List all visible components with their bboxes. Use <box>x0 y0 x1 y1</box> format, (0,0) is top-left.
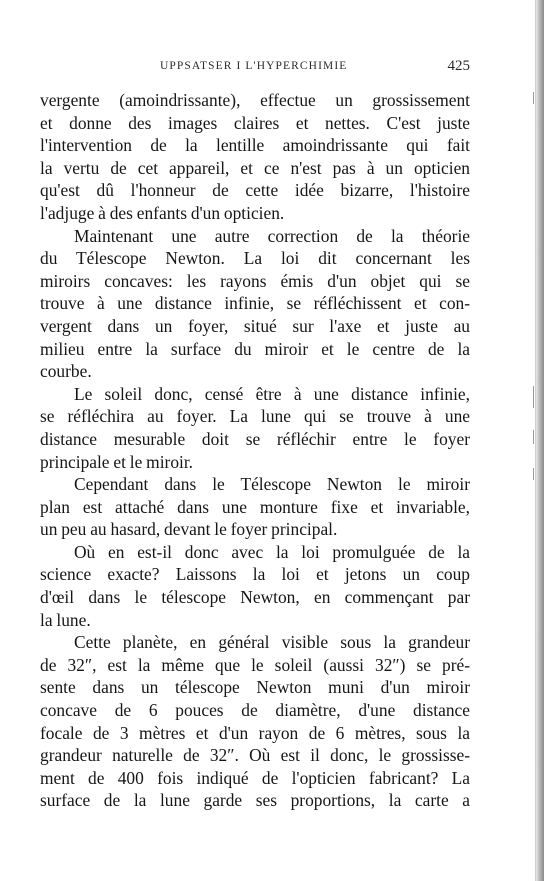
margin-mark <box>533 430 534 444</box>
text-line: courbe. <box>40 361 92 382</box>
text-line: vergent dans un foyer, situé sur l'axe et juste au <box>40 315 470 336</box>
page-number: 425 <box>447 58 470 74</box>
text-line: surface de la lune garde ses proportions, la carte a <box>40 790 470 811</box>
text-line: Où en est-il donc avec la loi promulguée de la <box>74 541 470 562</box>
running-header <box>40 58 470 78</box>
text-line: distance mesurable doit se réfléchir entre le foyer <box>40 428 470 449</box>
page-edge-line <box>535 0 536 881</box>
text-line: de 32″, est la même que le soleil (aussi 32″) se pré- <box>40 654 470 675</box>
text-line: Maintenant une autre correction de la théorie <box>74 225 470 246</box>
text-line: principale et le miroir. <box>40 451 194 472</box>
text-line: l'adjuge à des enfants d'un opticien. <box>40 202 285 223</box>
margin-marks <box>530 0 534 881</box>
paragraph <box>40 383 470 473</box>
body-text <box>40 89 470 812</box>
margin-mark <box>533 92 534 104</box>
text-line: Cependant dans le Télescope Newton le miroir <box>74 474 470 495</box>
text-line: sente dans un télescope Newton muni d'un miroir <box>40 677 470 698</box>
paragraph <box>40 225 470 383</box>
paragraph <box>40 631 470 812</box>
page-edge <box>536 0 544 881</box>
text-line: milieu entre la surface du miroir et le centre de la <box>40 338 470 359</box>
text-line: concave de 6 pouces de diamètre, d'une distance <box>40 700 470 721</box>
text-line: du Télescope Newton. La loi dit concernant les <box>40 248 470 269</box>
text-line: la lune. <box>40 609 91 630</box>
margin-mark <box>533 468 534 480</box>
text-line: plan est attaché dans une monture fixe et invariable, <box>40 496 470 517</box>
margin-mark <box>533 386 534 408</box>
text-line: d'œil dans le télescope Newton, en commençant par <box>40 587 470 608</box>
text-line: grandeur naturelle de 32″. Où est il donc, le grossisse- <box>40 745 470 766</box>
text-line: science exacte? Laissons la loi et jetons un coup <box>40 564 470 585</box>
paragraph <box>40 541 470 631</box>
text-line: Le soleil donc, censé être à une distance infinie, <box>74 383 470 404</box>
running-title: UPPSATSER I L'HYPERCHIMIE <box>160 60 348 72</box>
text-line: l'intervention de la lentille amoindrissante qui fait <box>40 135 470 156</box>
text-line: la vertu de cet appareil, et ce n'est pas à un opticien <box>40 157 470 178</box>
text-line: trouve à une distance infinie, se réfléchissent et con- <box>40 293 470 314</box>
text-line: ment de 400 fois indiqué de l'opticien fabricant? La <box>40 767 470 788</box>
text-line: et donne des images claires et nettes. C'est juste <box>40 112 470 133</box>
text-line: qu'est dû l'honneur de cette idée bizarre, l'histoire <box>40 180 470 201</box>
text-line: vergente (amoindrissante), effectue un grossissement <box>40 90 470 110</box>
text-line: Cette planète, en général visible sous la grandeur <box>74 632 470 653</box>
paragraph <box>40 473 470 541</box>
text-line: focale de 3 mètres et d'un rayon de 6 mètres, sous la <box>40 722 470 743</box>
text-line: miroirs concaves: les rayons émis d'un objet qui se <box>40 270 470 291</box>
text-line: se réfléchira au foyer. La lune qui se trouve à une <box>40 406 470 427</box>
text-line: un peu au hasard, devant le foyer principal. <box>40 519 338 540</box>
paragraph <box>40 89 470 225</box>
